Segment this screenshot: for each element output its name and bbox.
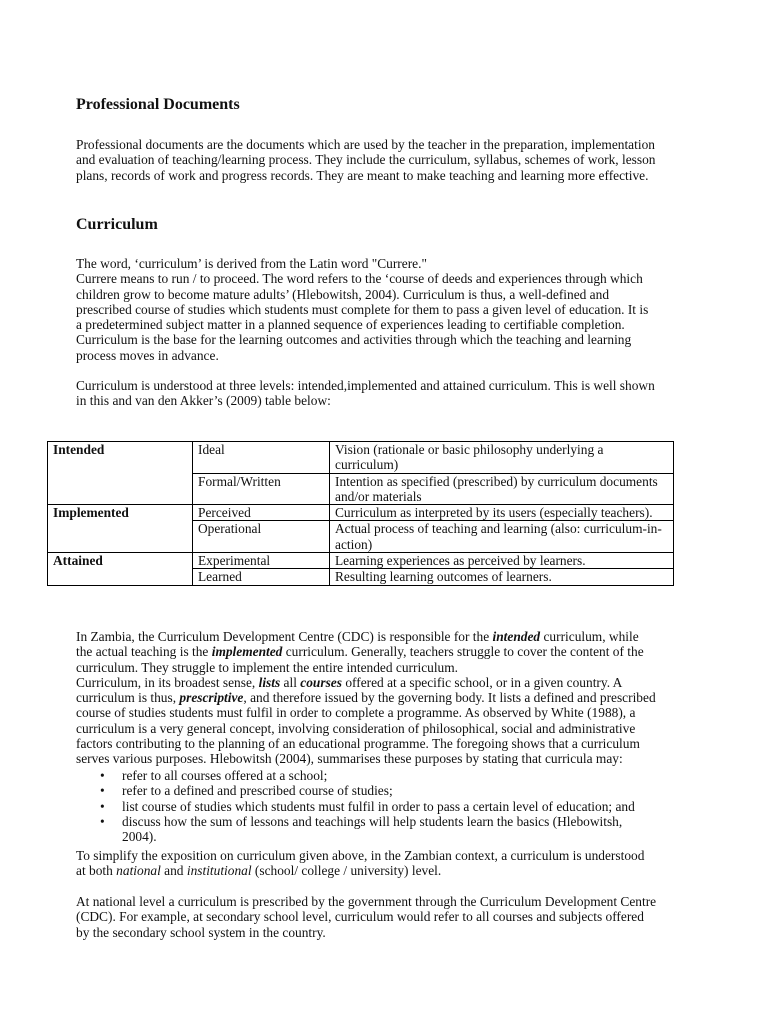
text-span: and: [160, 863, 187, 879]
text-line: prescribed course of studies which students must complete for them to pass a given level of education. It is: [76, 301, 649, 317]
heading-professional-documents: Professional Documents: [76, 96, 240, 113]
text-line: Currere means to run / to proceed. The word refers to the ‘course of deeds and experiences through which: [76, 271, 643, 287]
text-line: At national level a curriculum is prescribed by the government through the Curriculum Development Centre: [76, 894, 657, 909]
description-cell: Curriculum as interpreted by its users (especially teachers).: [330, 505, 674, 521]
text-line: [76, 629, 712, 644]
level-cell: Implemented: [48, 505, 193, 553]
text-line: Professional documents are the documents which are used by the teacher in the preparation, implementation: [76, 137, 655, 152]
text-line: [76, 690, 712, 705]
list-item-text: list course of studies which students must fulfil in order to pass a certain level of education; and: [122, 798, 635, 814]
purposes-list: [76, 768, 716, 844]
text-line: Curriculum is the base for the learning outcomes and activities through which the teaching and learning: [76, 332, 632, 348]
emphasis-intended: intended: [492, 629, 541, 644]
text-line: children grow to become mature adults’ (Hlebowitsh, 2004). Curriculum is thus, a well-defined and: [76, 286, 610, 302]
curriculum-paragraph: [76, 256, 712, 363]
text-span: Curriculum, in its broadest sense,: [76, 674, 259, 690]
type-cell: Learned: [193, 569, 330, 585]
text-line: and evaluation of teaching/learning process. They include the curriculum, syllabus, schemes of work, lesson: [76, 152, 656, 168]
bullet-icon: •: [100, 798, 105, 814]
text-line: curriculum. They struggle to implement the entire intended curriculum.: [76, 659, 459, 675]
description-cell: Vision (rationale or basic philosophy underlying a curriculum): [330, 442, 674, 474]
type-cell: Experimental: [193, 553, 330, 569]
intro-paragraph: [76, 137, 712, 183]
bullet-icon: •: [100, 768, 105, 783]
list-item-text: 2004).: [122, 829, 157, 845]
table-row: [48, 553, 674, 569]
list-item-text: refer to all courses offered at a school;: [122, 768, 328, 783]
text-span: all: [280, 674, 301, 690]
table-row: [48, 442, 674, 474]
type-cell: Ideal: [193, 442, 330, 474]
emphasis-implemented: implemented: [211, 644, 283, 660]
text-span: , and therefore issued by the governing body. It lists a defined and prescribed: [243, 690, 656, 706]
text-line: curriculum is a very general concept, involving consideration of philosophical, social and administrative: [76, 720, 636, 736]
emphasis-prescriptive: prescriptive: [179, 690, 244, 706]
heading-curriculum: Curriculum: [76, 216, 158, 233]
text-span: In Zambia, the Curriculum Development Centre (CDC) is responsible for the: [76, 629, 493, 644]
emphasis-courses: courses: [300, 674, 342, 690]
text-line: serves various purposes. Hlebowitsh (2004), summarises these purposes by stating that curricula may:: [76, 751, 623, 767]
list-item: [76, 783, 716, 798]
text-line: factors contributing to the planning of an educational programme. The foregoing shows that a curriculum: [76, 736, 640, 752]
emphasis-institutional: institutional: [186, 863, 252, 879]
list-item: [76, 799, 716, 814]
level-cell: Intended: [48, 442, 193, 505]
emphasis-national: national: [116, 863, 161, 879]
text-line: [76, 863, 712, 878]
simplify-paragraph: [76, 848, 712, 879]
text-line: by the secondary school system in the country.: [76, 924, 326, 940]
text-line: Curriculum is understood at three levels: intended,implemented and attained curriculum. This is well shown: [76, 378, 655, 393]
type-cell: Formal/Written: [193, 473, 330, 505]
text-line: in this and van den Akker’s (2009) table below:: [76, 393, 331, 409]
text-line: The word, ‘curriculum’ is derived from the Latin word "Currere.": [76, 256, 427, 271]
text-line: (CDC). For example, at secondary school level, curriculum would refer to all courses and subjects offered: [76, 909, 644, 925]
text-span: curriculum is thus,: [76, 690, 180, 706]
text-span: curriculum. Generally, teachers struggle to cover the content of the: [282, 644, 644, 660]
list-item-text: refer to a defined and prescribed course of studies;: [122, 783, 393, 799]
level-cell: Attained: [48, 553, 193, 586]
text-line: [76, 675, 712, 690]
bullet-icon: •: [100, 813, 105, 829]
list-item-text: discuss how the sum of lessons and teachings will help students learn the basics (Hlebowitsh,: [122, 813, 623, 829]
text-span: curriculum, while: [540, 629, 639, 644]
curriculum-levels-table: [47, 441, 674, 586]
zambia-paragraph: [76, 629, 712, 767]
list-item: [76, 768, 716, 783]
text-span: (school/ college / university) level.: [251, 863, 442, 879]
text-span: at both: [76, 863, 117, 879]
national-paragraph: [76, 894, 712, 940]
text-span: offered at a specific school, or in a given country. A: [341, 674, 623, 690]
description-cell: Intention as specified (prescribed) by curriculum documents and/or materials: [330, 473, 674, 505]
type-cell: Perceived: [193, 505, 330, 521]
text-line: [76, 644, 712, 659]
bullet-icon: •: [100, 783, 105, 799]
emphasis-lists: lists: [258, 674, 281, 690]
text-line: To simplify the exposition on curriculum given above, in the Zambian context, a curriculum is understood: [76, 848, 645, 863]
list-item: [76, 814, 716, 845]
text-line: a predetermined subject matter in a planned sequence of experiences leading to certifiable completion.: [76, 317, 625, 333]
description-cell: Learning experiences as perceived by learners.: [330, 553, 674, 569]
table-row: [48, 505, 674, 521]
description-cell: Actual process of teaching and learning (also: curriculum-in- action): [330, 521, 674, 553]
text-line: course of studies students must fulfil in order to complete a programme. As observed by White (1988), a: [76, 705, 636, 721]
text-span: the actual teaching is the: [76, 644, 212, 660]
text-line: process moves in advance.: [76, 347, 219, 363]
description-cell: Resulting learning outcomes of learners.: [330, 569, 674, 585]
type-cell: Operational: [193, 521, 330, 553]
levels-paragraph: [76, 378, 712, 409]
text-line: plans, records of work and progress records. They are meant to make teaching and learning more effective.: [76, 167, 649, 183]
